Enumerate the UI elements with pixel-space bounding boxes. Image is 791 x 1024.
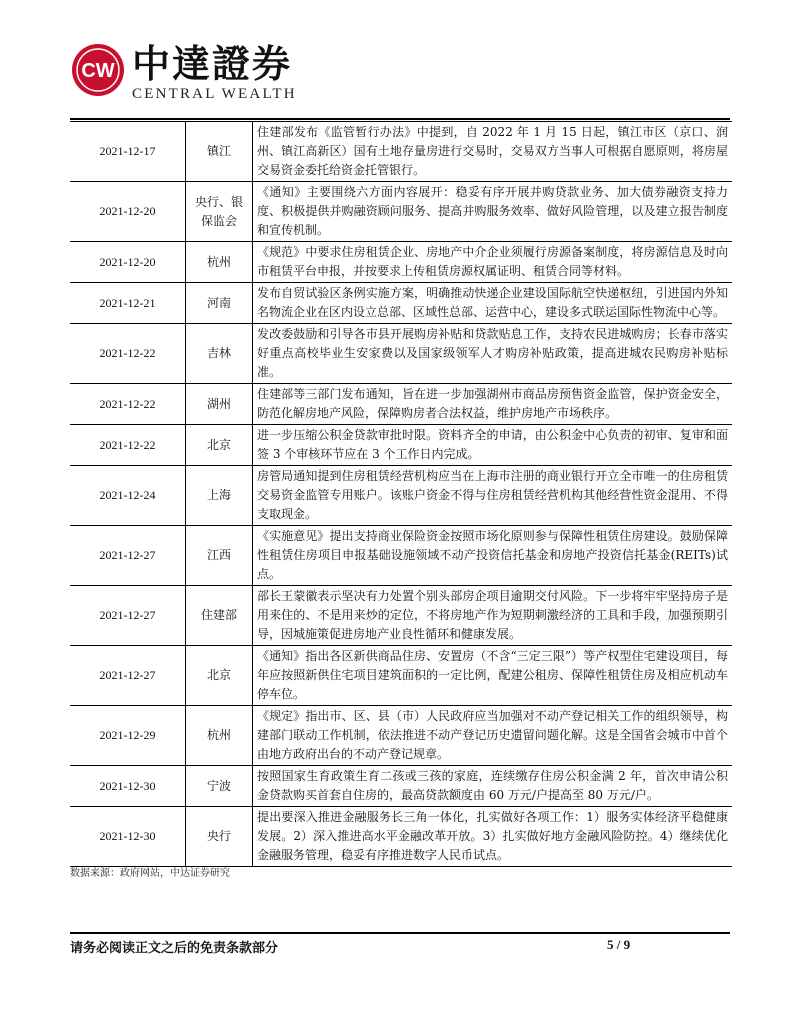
date-cell: 2021-12-22 bbox=[70, 425, 186, 466]
table-row bbox=[70, 324, 732, 384]
table-row bbox=[70, 586, 732, 646]
header-divider bbox=[70, 118, 730, 120]
date-cell: 2021-12-22 bbox=[70, 384, 186, 425]
table-row bbox=[70, 526, 732, 586]
brand-name-en: CENTRAL WEALTH bbox=[132, 86, 297, 102]
table-row bbox=[70, 425, 732, 466]
date-cell: 2021-12-20 bbox=[70, 182, 186, 242]
region-cell: 镇江 bbox=[186, 122, 253, 182]
content-cell: 按照国家生育政策生育二孩或三孩的家庭，连续缴存住房公积金满 2 年，首次申请公积金贷款购买首套自住房的，最高贷款额度由 60 万元/户提高至 80 万元/户。 bbox=[253, 766, 733, 807]
disclaimer-note: 请务必阅读正文之后的免责条款部分 bbox=[70, 941, 279, 956]
content-cell: 《规范》中要求住房租赁企业、房地产中介企业须履行房源备案制度，将房源信息及时向市租赁平台申报，并按要求上传租赁房源权属证明、租赁合同等材料。 bbox=[253, 242, 733, 283]
company-logo-icon bbox=[70, 42, 126, 98]
content-cell: 发改委鼓励和引导各市县开展购房补贴和贷款贴息工作，支持农民进城购房；长春市落实好重点高校毕业生安家费以及国家级领军人才购房补贴政策，提高进城农民购房补贴标准。 bbox=[253, 324, 733, 384]
date-cell: 2021-12-24 bbox=[70, 466, 186, 526]
date-cell: 2021-12-21 bbox=[70, 283, 186, 324]
region-cell: 央行 bbox=[186, 807, 253, 867]
date-cell: 2021-12-22 bbox=[70, 324, 186, 384]
table-row bbox=[70, 182, 732, 242]
table-row bbox=[70, 766, 732, 807]
table-row bbox=[70, 122, 732, 182]
region-cell: 江西 bbox=[186, 526, 253, 586]
region-cell: 上海 bbox=[186, 466, 253, 526]
region-cell: 杭州 bbox=[186, 706, 253, 766]
date-cell: 2021-12-27 bbox=[70, 646, 186, 706]
content-cell: 提出要深入推进金融服务长三角一体化，扎实做好各项工作：1）服务实体经济平稳健康发展。2）深入推进高水平金融改革开放。3）扎实做好地方金融风险防控。4）继续优化金融服务管理，稳妥有序推进数字人民币试点。 bbox=[253, 807, 733, 867]
content-cell: 发布自贸试验区条例实施方案，明确推动快递企业建设国际航空快递枢纽，引进国内外知名物流企业在区内设立总部、区域性总部、运营中心，建设多式联运国际性物流中心等。 bbox=[253, 283, 733, 324]
date-cell: 2021-12-30 bbox=[70, 766, 186, 807]
table-row bbox=[70, 646, 732, 706]
content-cell: 住建部发布《监管暂行办法》中提到，自 2022 年 1 月 15 日起，镇江市区（京口、润州、镇江高新区）国有土地存量房进行交易时，交易双方当事人可根据自愿原则，将房屋交易资金委托给资金托管银行。 bbox=[253, 122, 733, 182]
date-cell: 2021-12-17 bbox=[70, 122, 186, 182]
region-cell: 宁波 bbox=[186, 766, 253, 807]
table-row bbox=[70, 384, 732, 425]
region-cell: 央行、银保监会 bbox=[186, 182, 253, 242]
region-cell: 吉林 bbox=[186, 324, 253, 384]
table-row bbox=[70, 466, 732, 526]
content-cell: 《通知》指出各区新供商品住房、安置房（不含“三定三限”）等产权型住宅建设项目，每年应按照新供住宅项目建筑面积的一定比例，配建公租房、保障性租赁住房及相应机动车停车位。 bbox=[253, 646, 733, 706]
date-cell: 2021-12-20 bbox=[70, 242, 186, 283]
date-cell: 2021-12-29 bbox=[70, 706, 186, 766]
region-cell: 北京 bbox=[186, 425, 253, 466]
page-header bbox=[70, 42, 330, 106]
footer-divider bbox=[70, 932, 730, 934]
content-cell: 《实施意见》提出支持商业保险资金按照市场化原则参与保障性租赁住房建设。鼓励保障性租赁住房项目申报基础设施领域不动产投资信托基金和房地产投资信托基金(REITs)试点。 bbox=[253, 526, 733, 586]
page-number: 5 / 9 bbox=[607, 937, 631, 952]
table-row bbox=[70, 706, 732, 766]
date-cell: 2021-12-27 bbox=[70, 526, 186, 586]
policy-news-table bbox=[70, 121, 732, 867]
table-row bbox=[70, 807, 732, 867]
content-cell: 《通知》主要围绕六方面内容展开：稳妥有序开展并购贷款业务、加大债券融资支持力度、积极提供并购融资顾问服务、提高并购服务效率、做好风险管理，以及建立报告制度和宣传机制。 bbox=[253, 182, 733, 242]
region-cell: 湖州 bbox=[186, 384, 253, 425]
content-cell: 房管局通知提到住房租赁经营机构应当在上海市注册的商业银行开立全市唯一的住房租赁交易资金监管专用账户。该账户资金不得与住房租赁经营机构其他经营性资金混用、不得支取现金。 bbox=[253, 466, 733, 526]
brand-name-cn: 中達證券 bbox=[132, 41, 293, 86]
date-cell: 2021-12-30 bbox=[70, 807, 186, 867]
content-cell: 《规定》指出市、区、县（市）人民政府应当加强对不动产登记相关工作的组织领导，构建部门联动工作机制，依法推进不动产登记历史遗留问题化解。这是全国省会城市中首个由地方政府出台的不动产登记规章。 bbox=[253, 706, 733, 766]
table-row bbox=[70, 283, 732, 324]
svg-text:CW: CW bbox=[81, 60, 115, 82]
source-note: 数据来源：政府网站，中达证券研究 bbox=[70, 868, 230, 879]
region-cell: 杭州 bbox=[186, 242, 253, 283]
content-cell: 住建部等三部门发布通知，旨在进一步加强湖州市商品房预售资金监管，保护资金安全，防范化解房地产风险，保障购房者合法权益，维护房地产市场秩序。 bbox=[253, 384, 733, 425]
date-cell: 2021-12-27 bbox=[70, 586, 186, 646]
content-cell: 进一步压缩公积金贷款审批时限。资料齐全的申请，由公积金中心负责的初审、复审和面签 3 个审核环节应在 3 个工作日内完成。 bbox=[253, 425, 733, 466]
region-cell: 河南 bbox=[186, 283, 253, 324]
region-cell: 北京 bbox=[186, 646, 253, 706]
content-cell: 部长王蒙徽表示坚决有力处置个别头部房企项目逾期交付风险。下一步将牢牢坚持房子是用来住的、不是用来炒的定位，不将房地产作为短期刺激经济的工具和手段，加强预期引导，因城施策促进房地产业良性循环和健康发展。 bbox=[253, 586, 733, 646]
region-cell: 住建部 bbox=[186, 586, 253, 646]
table-row bbox=[70, 242, 732, 283]
